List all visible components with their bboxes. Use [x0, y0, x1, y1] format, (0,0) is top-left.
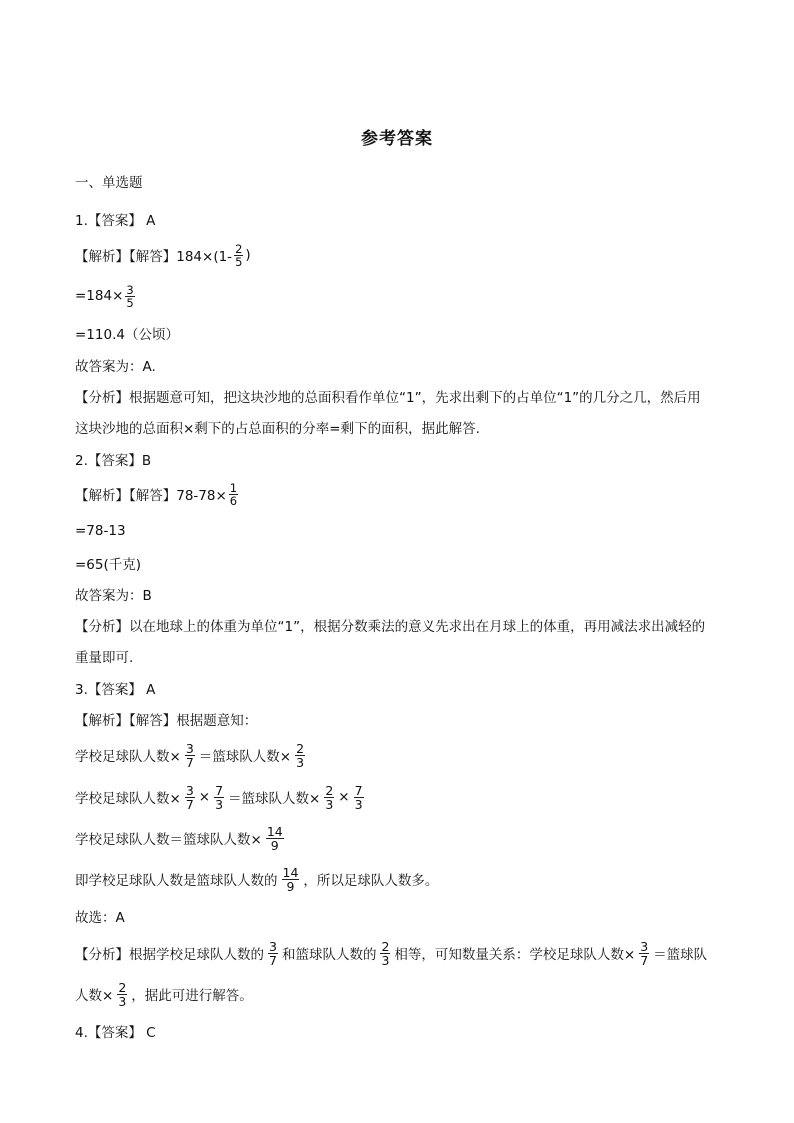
fraction: $\frac{2}{3}$: [296, 740, 305, 770]
q2-conclusion: 故答案为：B: [75, 588, 152, 604]
q2-solution-line-3: =65(千克): [75, 557, 142, 573]
q1-solution-line-2: =184× $\frac{3}{5}$: [75, 282, 134, 310]
q1-sol1-suffix: ): [245, 247, 251, 263]
page-title: 参考答案: [361, 129, 433, 149]
q4-answer: 4.【答案】 C: [75, 1025, 156, 1041]
fraction: $\frac{3}{7}$: [269, 938, 277, 968]
q3-answer: 3.【答案】 A: [75, 682, 156, 698]
fraction: $\frac{7}{3}$: [215, 782, 224, 812]
q1-sol1-prefix: 【解析】【解答】184×(1-: [75, 249, 233, 265]
q1-conclusion: 故答案为：A.: [75, 359, 156, 375]
fraction: $\frac{2}{3}$: [325, 782, 334, 812]
q3-equation-2: 学校足球队人数× $\frac{3}{7}$ × $\frac{7}{3}$ ＝篮球队人数× $\frac{2}{3}$ × $\frac{7}{3}$: [75, 782, 363, 812]
fraction: $\frac{3}{5}$: [126, 282, 134, 310]
q2-answer: 2.【答案】B: [75, 453, 152, 469]
q3-conclusion: 故选：A: [75, 910, 125, 926]
section-heading: 一、单选题: [75, 175, 143, 191]
q2-analysis-line-2: 重量即可.: [75, 650, 134, 666]
q2-solution-line-2: =78-13: [75, 523, 126, 539]
q3-intro: 【解析】【解答】根据题意知：: [75, 713, 258, 729]
fraction: $\frac{2}{5}$: [235, 241, 243, 269]
q1-analysis-line-1: 【分析】根据题意可知，把这块沙地的总面积看作单位“1”，先求出剩下的占单位“1”的几分之几，然后用: [75, 390, 701, 406]
q1-answer: 1.【答案】 A: [75, 213, 156, 229]
q1-analysis-line-2: 这块沙地的总面积×剩下的占总面积的分率=剩下的面积，据此解答.: [75, 421, 480, 437]
fraction: $\frac{2}{3}$: [118, 979, 127, 1009]
q3-analysis-line-2: 人数× $\frac{2}{3}$ ，据此可进行解答。: [75, 979, 253, 1009]
q2-analysis-line-1: 【分析】以在地球上的体重为单位“1”，根据分数乘法的意义先求出在月球上的体重，再用减法求出减轻的: [75, 619, 706, 635]
fraction: $\frac{3}{7}$: [185, 740, 194, 770]
q3-analysis-line-1: 【分析】根据学校足球队人数的 $\frac{3}{7}$ 和篮球队人数的 $\frac{2}{3}$ 相等，可知数量关系：学校足球队人数× $\frac{3}{7}$ ＝篮球队: [75, 938, 708, 968]
fraction: $\frac{3}{7}$: [185, 782, 194, 812]
fraction: $\frac{1}{6}$: [229, 480, 238, 508]
q3-equation-3: 学校足球队人数＝篮球队人数× $\frac{14}{9}$: [75, 823, 283, 853]
fraction: $\frac{2}{3}$: [381, 938, 390, 968]
fraction: $\frac{14}{9}$: [266, 823, 283, 853]
q3-equation-1: 学校足球队人数× $\frac{3}{7}$ ＝篮球队人数× $\frac{2}{3}$: [75, 740, 305, 770]
fraction: $\frac{14}{9}$: [282, 864, 299, 894]
q1-solution-line-3: =110.4（公顷）: [75, 327, 179, 343]
fraction: $\frac{7}{3}$: [354, 782, 363, 812]
fraction: $\frac{3}{7}$: [640, 938, 649, 968]
q2-solution-line-1: 【解析】【解答】78-78× $\frac{1}{6}$: [75, 480, 238, 508]
q1-solution-line-1: [75, 243, 251, 267]
q3-result: 即学校足球队人数是篮球队人数的 $\frac{14}{9}$ ，所以足球队人数多。: [75, 864, 439, 894]
